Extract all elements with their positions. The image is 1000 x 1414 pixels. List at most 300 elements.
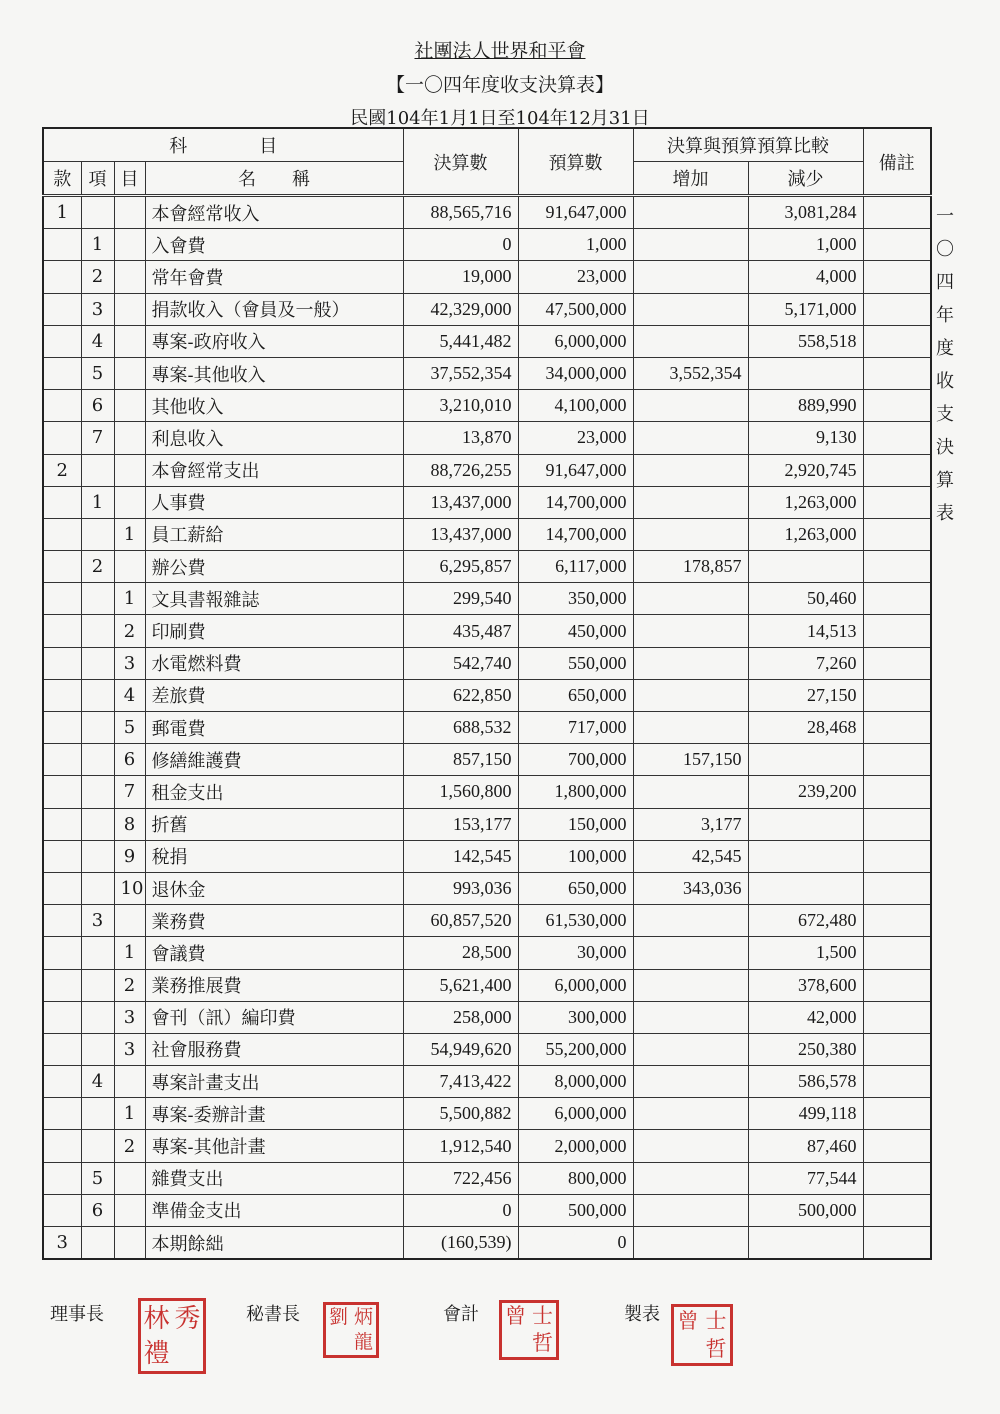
kuan-cell	[43, 551, 81, 583]
remark-cell	[863, 261, 931, 293]
kuan-cell	[43, 937, 81, 969]
item-name-cell: 本會經常收入	[145, 196, 403, 229]
decrease-cell: 250,380	[748, 1033, 863, 1065]
budget-cell: 6,000,000	[518, 969, 633, 1001]
table-row	[43, 422, 931, 454]
actual-cell: 153,177	[403, 808, 518, 840]
item-name-cell: 專案-政府收入	[145, 325, 403, 357]
increase-cell	[633, 390, 748, 422]
budget-cell: 14,700,000	[518, 486, 633, 518]
budget-cell: 500,000	[518, 1194, 633, 1226]
decrease-cell: 2,920,745	[748, 454, 863, 486]
mu-cell: 3	[114, 1001, 145, 1033]
remark-cell	[863, 615, 931, 647]
actual-cell: 542,740	[403, 647, 518, 679]
actual-cell: 435,487	[403, 615, 518, 647]
remark-cell	[863, 1001, 931, 1033]
actual-cell: 13,437,000	[403, 518, 518, 550]
table-row	[43, 1033, 931, 1065]
increase-cell	[633, 486, 748, 518]
mu-cell	[114, 1227, 145, 1260]
item-name-cell: 會刊（訊）編印費	[145, 1001, 403, 1033]
budget-cell: 1,800,000	[518, 776, 633, 808]
secretary-seal: 劉 炳 龍	[323, 1302, 379, 1358]
increase-cell	[633, 1066, 748, 1098]
kuan-cell	[43, 422, 81, 454]
decrease-cell: 87,460	[748, 1130, 863, 1162]
side-label-char: 四	[936, 272, 954, 293]
mu-cell	[114, 1194, 145, 1226]
decrease-cell: 3,081,284	[748, 196, 863, 229]
table-row	[43, 1098, 931, 1130]
actual-cell: 28,500	[403, 937, 518, 969]
budget-cell: 800,000	[518, 1162, 633, 1194]
item-name-cell: 社會服務費	[145, 1033, 403, 1065]
mu-cell	[114, 551, 145, 583]
xiang-cell	[81, 196, 114, 229]
increase-cell	[633, 325, 748, 357]
xiang-cell	[81, 454, 114, 486]
xiang-cell	[81, 615, 114, 647]
kuan-cell	[43, 261, 81, 293]
budget-cell: 23,000	[518, 261, 633, 293]
side-label-char: 支	[936, 404, 954, 425]
item-name-cell: 退休金	[145, 872, 403, 904]
remark-cell	[863, 1194, 931, 1226]
increase-cell: 3,552,354	[633, 357, 748, 389]
mu-cell	[114, 1162, 145, 1194]
kuan-cell	[43, 390, 81, 422]
actual-cell: 142,545	[403, 840, 518, 872]
xiang-cell	[81, 840, 114, 872]
actual-cell: 299,540	[403, 583, 518, 615]
item-name-cell: 專案-其他計畫	[145, 1130, 403, 1162]
xiang-cell	[81, 1227, 114, 1260]
actual-cell: 42,329,000	[403, 293, 518, 325]
increase-cell: 3,177	[633, 808, 748, 840]
table-row	[43, 357, 931, 389]
increase-cell	[633, 1001, 748, 1033]
remark-cell	[863, 196, 931, 229]
xiang-cell	[81, 776, 114, 808]
xiang-cell: 4	[81, 325, 114, 357]
actual-cell: (160,539)	[403, 1227, 518, 1260]
decrease-cell	[748, 357, 863, 389]
increase-cell	[633, 615, 748, 647]
item-name-cell: 文具書報雜誌	[145, 583, 403, 615]
actual-cell: 722,456	[403, 1162, 518, 1194]
table-row	[43, 744, 931, 776]
decrease-cell: 5,171,000	[748, 293, 863, 325]
decrease-cell: 1,500	[748, 937, 863, 969]
decrease-cell: 27,150	[748, 679, 863, 711]
increase-cell	[633, 196, 748, 229]
remark-cell	[863, 872, 931, 904]
actual-cell: 6,295,857	[403, 551, 518, 583]
report-title: 【一〇四年度收支決算表】	[385, 74, 614, 96]
budget-cell: 100,000	[518, 840, 633, 872]
item-name-cell: 準備金支出	[145, 1194, 403, 1226]
increase-cell	[633, 229, 748, 261]
decrease-cell: 7,260	[748, 647, 863, 679]
decrease-cell: 889,990	[748, 390, 863, 422]
actual-cell: 1,912,540	[403, 1130, 518, 1162]
table-row	[43, 937, 931, 969]
kuan-cell	[43, 872, 81, 904]
increase-cell	[633, 1130, 748, 1162]
kuan-cell: 3	[43, 1227, 81, 1260]
item-name-cell: 員工薪給	[145, 518, 403, 550]
mu-cell: 8	[114, 808, 145, 840]
side-label-char: 收	[936, 371, 954, 392]
actual-cell: 60,857,520	[403, 905, 518, 937]
actual-cell: 88,565,716	[403, 196, 518, 229]
actual-cell: 13,870	[403, 422, 518, 454]
actual-cell: 0	[403, 1194, 518, 1226]
item-name-cell: 印刷費	[145, 615, 403, 647]
table-row	[43, 808, 931, 840]
kuan-header: 款	[43, 162, 81, 196]
kuan-cell	[43, 1162, 81, 1194]
actual-cell: 5,621,400	[403, 969, 518, 1001]
mu-cell: 1	[114, 1098, 145, 1130]
remark-cell	[863, 229, 931, 261]
decrease-cell: 558,518	[748, 325, 863, 357]
increase-cell	[633, 776, 748, 808]
xiang-cell	[81, 1098, 114, 1130]
xiang-cell: 7	[81, 422, 114, 454]
xiang-cell: 6	[81, 390, 114, 422]
kuan-cell	[43, 1001, 81, 1033]
increase-cell	[633, 454, 748, 486]
remark-cell	[863, 679, 931, 711]
item-name-cell: 租金支出	[145, 776, 403, 808]
actual-cell: 13,437,000	[403, 486, 518, 518]
budget-cell: 350,000	[518, 583, 633, 615]
kuan-cell	[43, 647, 81, 679]
remark-cell	[863, 1098, 931, 1130]
actual-header: 決算數	[403, 128, 518, 196]
item-name-cell: 常年會費	[145, 261, 403, 293]
table-row	[43, 486, 931, 518]
item-name-cell: 專案-委辦計畫	[145, 1098, 403, 1130]
side-label-char: 一	[936, 206, 954, 227]
kuan-cell	[43, 776, 81, 808]
remark-cell	[863, 937, 931, 969]
budget-cell: 23,000	[518, 422, 633, 454]
budget-cell: 650,000	[518, 679, 633, 711]
budget-cell: 300,000	[518, 1001, 633, 1033]
budget-cell: 55,200,000	[518, 1033, 633, 1065]
kuan-cell	[43, 1098, 81, 1130]
budget-cell: 30,000	[518, 937, 633, 969]
decrease-cell: 586,578	[748, 1066, 863, 1098]
mu-cell: 5	[114, 712, 145, 744]
decrease-cell: 14,513	[748, 615, 863, 647]
kuan-cell	[43, 712, 81, 744]
xiang-cell	[81, 937, 114, 969]
remark-header: 備註	[863, 128, 931, 196]
mu-cell	[114, 229, 145, 261]
remark-cell	[863, 518, 931, 550]
kuan-cell	[43, 325, 81, 357]
table-row	[43, 647, 931, 679]
remark-cell	[863, 486, 931, 518]
xiang-cell: 1	[81, 229, 114, 261]
mu-cell: 1	[114, 518, 145, 550]
xiang-cell: 5	[81, 357, 114, 389]
preparer-seal: 曾 士 哲	[671, 1304, 733, 1366]
mu-cell	[114, 196, 145, 229]
kuan-cell	[43, 969, 81, 1001]
increase-cell	[633, 422, 748, 454]
kuan-cell	[43, 229, 81, 261]
budget-cell: 6,000,000	[518, 1098, 633, 1130]
actual-cell: 0	[403, 229, 518, 261]
item-name-cell: 專案-其他收入	[145, 357, 403, 389]
actual-cell: 622,850	[403, 679, 518, 711]
kuan-cell: 1	[43, 196, 81, 229]
xiang-cell	[81, 872, 114, 904]
mu-cell: 3	[114, 1033, 145, 1065]
table-row	[43, 261, 931, 293]
kuan-cell	[43, 808, 81, 840]
kuan-cell	[43, 679, 81, 711]
table-row	[43, 583, 931, 615]
xiang-cell	[81, 647, 114, 679]
decrease-cell	[748, 872, 863, 904]
xiang-cell	[81, 679, 114, 711]
kuan-cell	[43, 744, 81, 776]
remark-cell	[863, 357, 931, 389]
item-name-cell: 差旅費	[145, 679, 403, 711]
mu-cell: 6	[114, 744, 145, 776]
item-name-cell: 修繕維護費	[145, 744, 403, 776]
table-row	[43, 712, 931, 744]
actual-cell: 857,150	[403, 744, 518, 776]
table-row	[43, 679, 931, 711]
increase-cell	[633, 1098, 748, 1130]
decrease-cell: 42,000	[748, 1001, 863, 1033]
item-name-cell: 專案計畫支出	[145, 1066, 403, 1098]
remark-cell	[863, 390, 931, 422]
increase-cell	[633, 583, 748, 615]
xiang-cell: 5	[81, 1162, 114, 1194]
remark-cell	[863, 1227, 931, 1260]
mu-cell	[114, 422, 145, 454]
side-label-char: 算	[936, 470, 954, 491]
mu-cell	[114, 1066, 145, 1098]
budget-cell: 91,647,000	[518, 454, 633, 486]
xiang-cell	[81, 744, 114, 776]
table-row	[43, 1194, 931, 1226]
signature-row	[50, 1296, 950, 1406]
table-row	[43, 454, 931, 486]
kuan-cell	[43, 1033, 81, 1065]
decrease-cell: 1,263,000	[748, 518, 863, 550]
remark-cell	[863, 1130, 931, 1162]
table-row	[43, 293, 931, 325]
mu-cell: 2	[114, 615, 145, 647]
table-row	[43, 325, 931, 357]
increase-cell	[633, 647, 748, 679]
actual-cell: 993,036	[403, 872, 518, 904]
xiang-cell	[81, 583, 114, 615]
budget-cell: 14,700,000	[518, 518, 633, 550]
side-vertical-label	[933, 200, 957, 530]
table-row	[43, 1162, 931, 1194]
remark-cell	[863, 1066, 931, 1098]
xiang-cell: 3	[81, 905, 114, 937]
increase-cell	[633, 1162, 748, 1194]
item-name-cell: 入會費	[145, 229, 403, 261]
xiang-cell	[81, 1001, 114, 1033]
table-row	[43, 518, 931, 550]
kuan-cell	[43, 1194, 81, 1226]
remark-cell	[863, 293, 931, 325]
item-name-cell: 業務推展費	[145, 969, 403, 1001]
chairman-label: 理事長	[50, 1304, 104, 1325]
name-header: 名 稱	[145, 162, 403, 196]
mu-cell: 10	[114, 872, 145, 904]
budget-cell: 2,000,000	[518, 1130, 633, 1162]
xiang-cell: 1	[81, 486, 114, 518]
item-name-cell: 折舊	[145, 808, 403, 840]
side-label-char: 度	[936, 338, 954, 359]
item-name-cell: 業務費	[145, 905, 403, 937]
table-row	[43, 1001, 931, 1033]
remark-cell	[863, 905, 931, 937]
item-name-cell: 稅捐	[145, 840, 403, 872]
kuan-cell	[43, 583, 81, 615]
actual-cell: 3,210,010	[403, 390, 518, 422]
kuan-cell	[43, 1130, 81, 1162]
decrease-cell	[748, 840, 863, 872]
table-row	[43, 615, 931, 647]
kuan-cell	[43, 518, 81, 550]
item-name-cell: 利息收入	[145, 422, 403, 454]
budget-cell: 91,647,000	[518, 196, 633, 229]
xiang-cell	[81, 808, 114, 840]
budget-cell: 1,000	[518, 229, 633, 261]
kuan-cell	[43, 615, 81, 647]
table-row	[43, 1066, 931, 1098]
remark-cell	[863, 1033, 931, 1065]
accountant-seal: 曾 士 哲	[499, 1300, 559, 1360]
budget-cell: 6,117,000	[518, 551, 633, 583]
item-name-cell: 人事費	[145, 486, 403, 518]
increase-cell	[633, 518, 748, 550]
mu-cell: 2	[114, 969, 145, 1001]
remark-cell	[863, 647, 931, 679]
mu-cell: 4	[114, 679, 145, 711]
mu-header: 目	[114, 162, 145, 196]
budget-header: 預算數	[518, 128, 633, 196]
organization-name: 社團法人世界和平會	[414, 40, 586, 62]
actual-cell: 258,000	[403, 1001, 518, 1033]
budget-cell: 150,000	[518, 808, 633, 840]
report-period: 民國104年1月1日至104年12月31日	[350, 108, 650, 129]
increase-cell	[633, 937, 748, 969]
item-name-cell: 郵電費	[145, 712, 403, 744]
xiang-cell: 6	[81, 1194, 114, 1226]
increase-cell: 42,545	[633, 840, 748, 872]
xiang-cell	[81, 518, 114, 550]
decrease-cell: 4,000	[748, 261, 863, 293]
secretary-label: 秘書長	[246, 1304, 300, 1325]
decrease-cell: 9,130	[748, 422, 863, 454]
budget-cell: 0	[518, 1227, 633, 1260]
increase-cell	[633, 1227, 748, 1260]
budget-cell: 34,000,000	[518, 357, 633, 389]
table-row	[43, 840, 931, 872]
increase-cell	[633, 261, 748, 293]
table-row	[43, 969, 931, 1001]
actual-cell: 54,949,620	[403, 1033, 518, 1065]
decrease-cell: 50,460	[748, 583, 863, 615]
mu-cell	[114, 325, 145, 357]
item-name-cell: 本會經常支出	[145, 454, 403, 486]
item-name-cell: 捐款收入（會員及一般）	[145, 293, 403, 325]
mu-cell	[114, 293, 145, 325]
increase-cell: 178,857	[633, 551, 748, 583]
mu-cell	[114, 454, 145, 486]
accountant-label: 會計	[443, 1304, 479, 1325]
remark-cell	[863, 776, 931, 808]
xiang-cell: 3	[81, 293, 114, 325]
subject-header: 科 目	[43, 128, 403, 162]
remark-cell	[863, 454, 931, 486]
item-name-cell: 本期餘絀	[145, 1227, 403, 1260]
increase-cell	[633, 712, 748, 744]
remark-cell	[863, 551, 931, 583]
decrease-cell: 1,000	[748, 229, 863, 261]
decrease-cell	[748, 808, 863, 840]
xiang-cell	[81, 712, 114, 744]
actual-cell: 5,441,482	[403, 325, 518, 357]
decrease-cell	[748, 1227, 863, 1260]
increase-header: 增加	[633, 162, 748, 196]
decrease-cell	[748, 744, 863, 776]
side-label-char: 〇	[936, 239, 954, 260]
budget-cell: 47,500,000	[518, 293, 633, 325]
remark-cell	[863, 1162, 931, 1194]
xiang-cell	[81, 1033, 114, 1065]
preparer-label: 製表	[624, 1304, 660, 1325]
mu-cell	[114, 905, 145, 937]
kuan-cell	[43, 840, 81, 872]
mu-cell	[114, 261, 145, 293]
actual-cell: 688,532	[403, 712, 518, 744]
decrease-cell: 672,480	[748, 905, 863, 937]
actual-cell: 19,000	[403, 261, 518, 293]
mu-cell: 1	[114, 583, 145, 615]
kuan-cell	[43, 1066, 81, 1098]
increase-cell	[633, 905, 748, 937]
remark-cell	[863, 712, 931, 744]
item-name-cell: 水電燃料費	[145, 647, 403, 679]
table-row	[43, 551, 931, 583]
comparison-header: 決算與預算預算比較	[633, 128, 863, 162]
decrease-header: 減少	[748, 162, 863, 196]
remark-cell	[863, 840, 931, 872]
mu-cell	[114, 390, 145, 422]
xiang-header: 項	[81, 162, 114, 196]
decrease-cell: 28,468	[748, 712, 863, 744]
budget-cell: 4,100,000	[518, 390, 633, 422]
remark-cell	[863, 422, 931, 454]
xiang-cell: 2	[81, 261, 114, 293]
